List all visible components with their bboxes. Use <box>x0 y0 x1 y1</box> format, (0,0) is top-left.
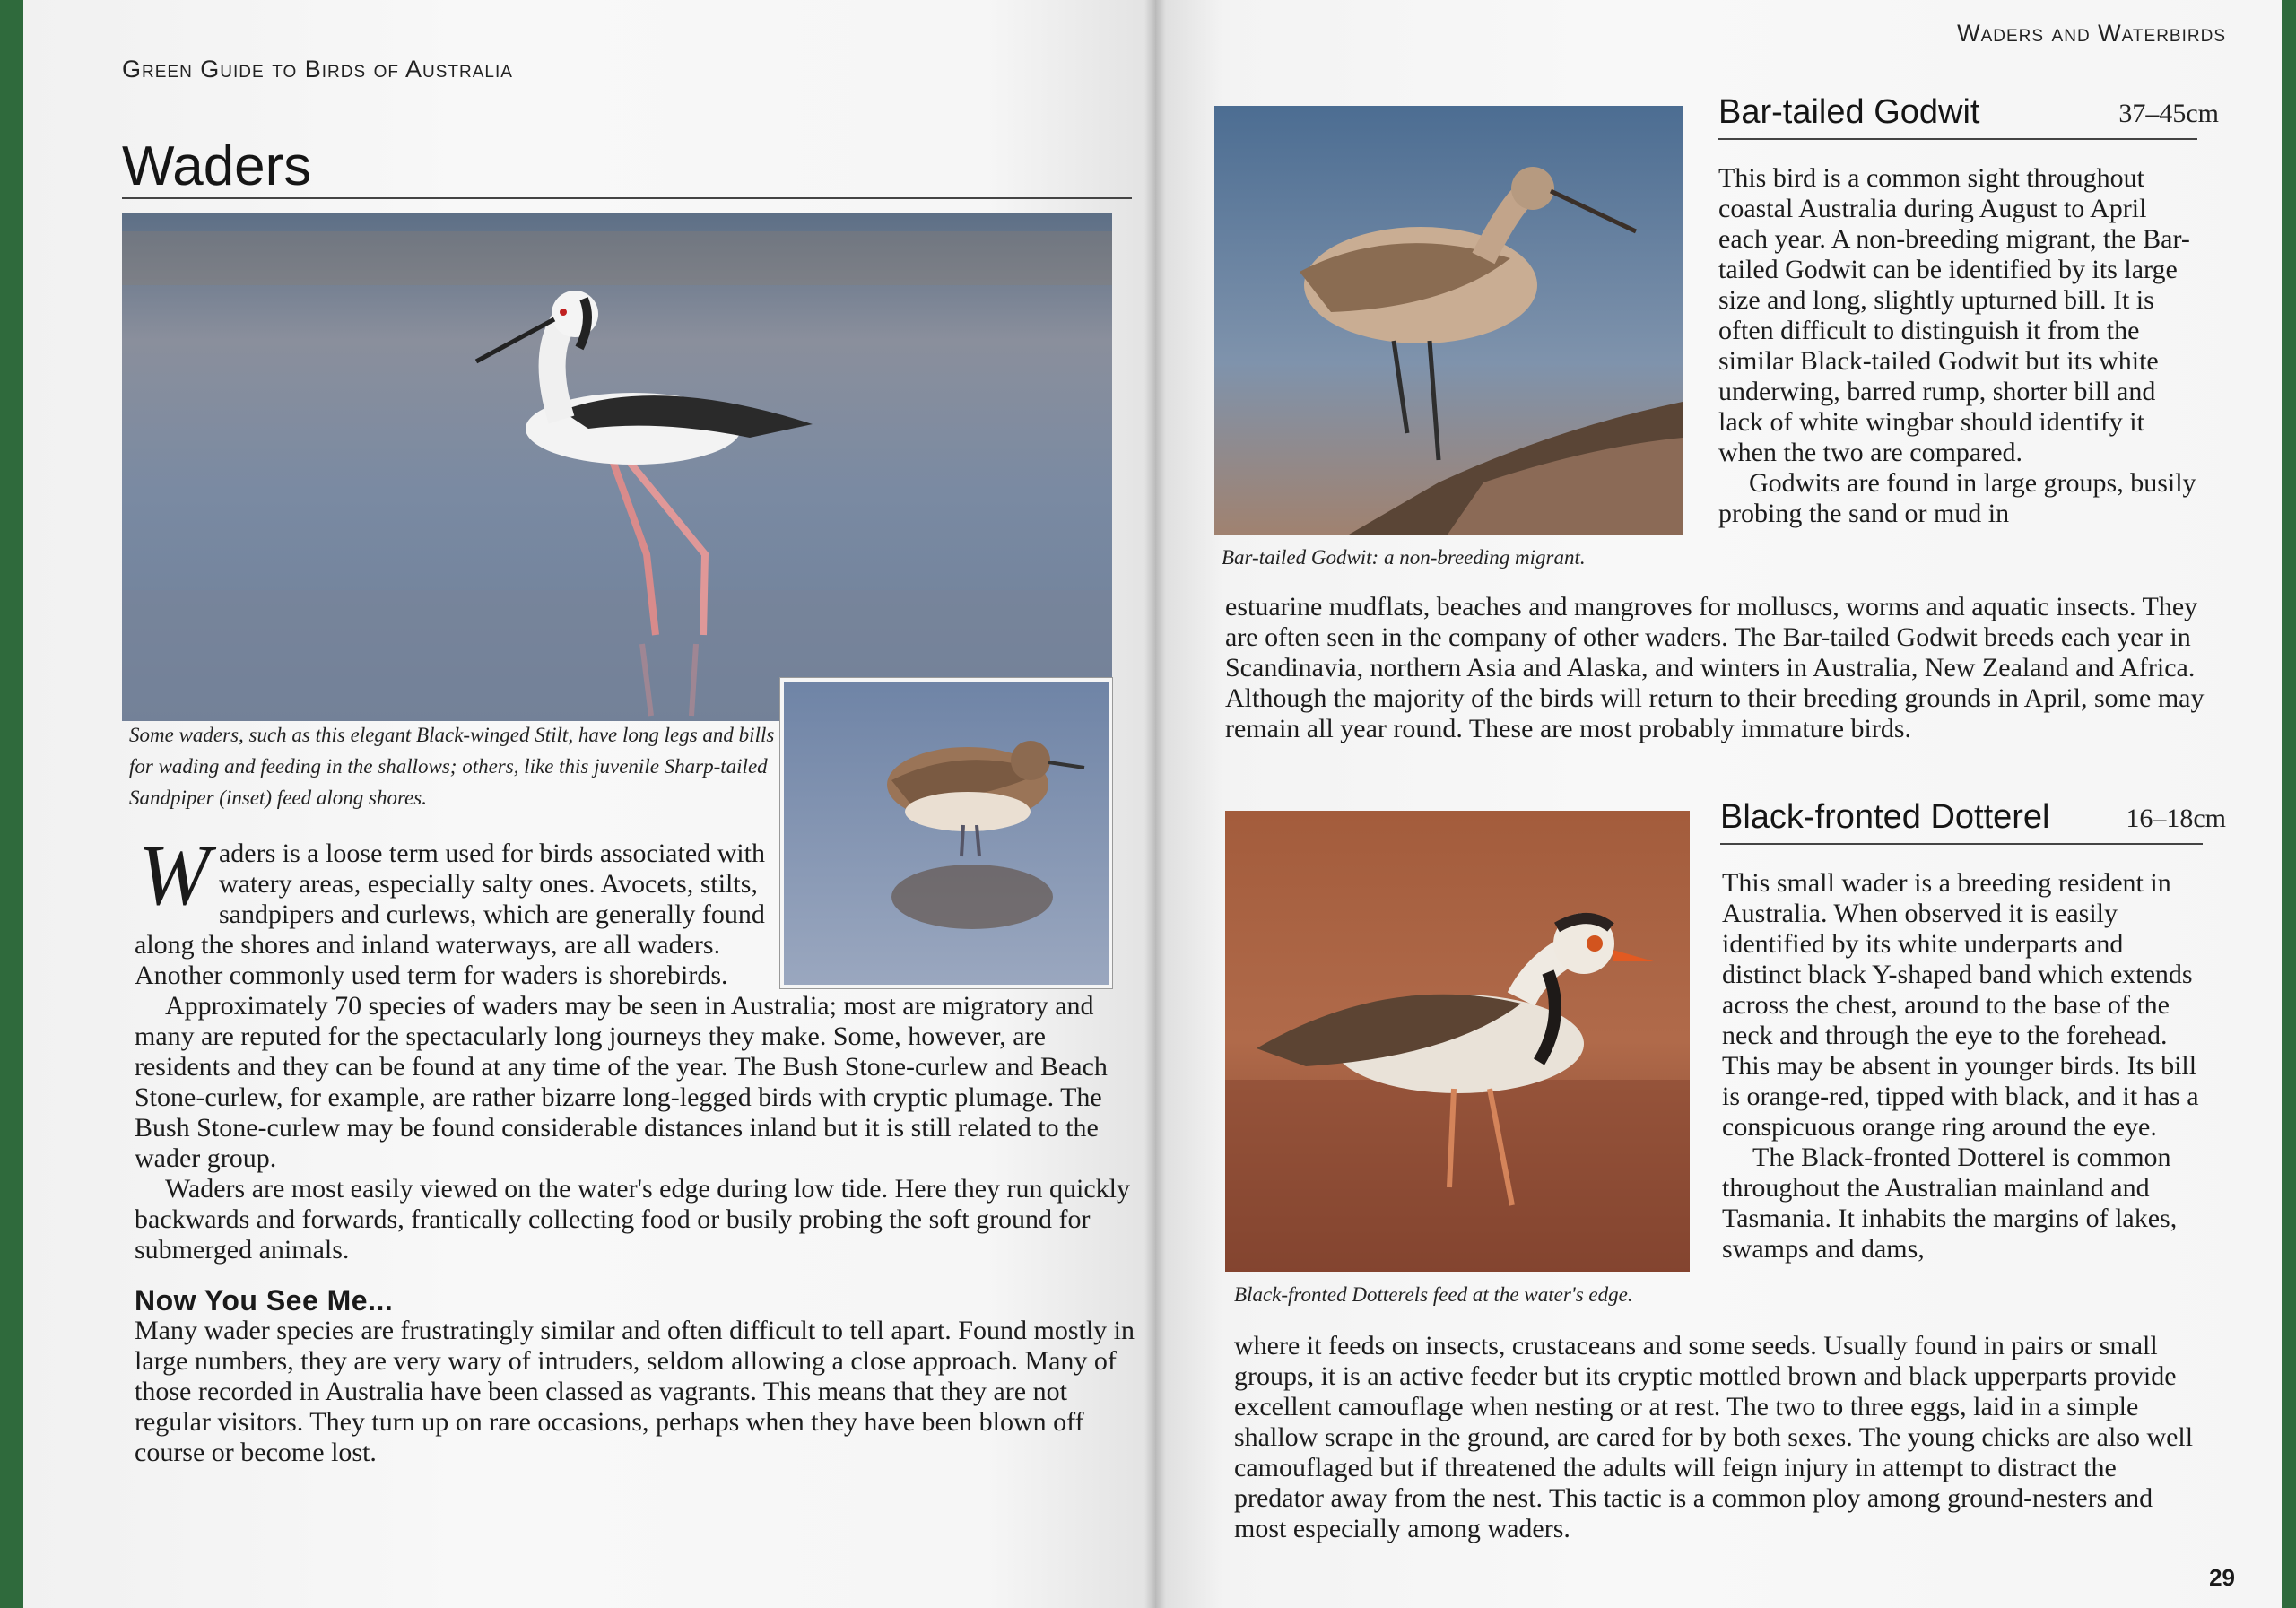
dotterel-paragraph-2b: where it feeds on insects, crustaceans and some seeds. Usually found in pairs or small groups, it is an active feeder but its cryptic mottled brown and black upperparts provide excellent camouflage when nesting or at rest. The two to three eggs, laid in a simple shallow scrape in the ground, are cared for by both sexes. The young chicks are also well camouflaged but if threatened the adults will feign injury in attempt to distract the predator away from the nest. This tactic is a common ploy among ground-nesters and most especially among waders. <box>1234 1331 2194 1543</box>
godwit-text-column <box>1718 163 2197 529</box>
running-head-left: Green Guide to Birds of Australia <box>122 56 513 83</box>
godwit-heading: Bar-tailed Godwit <box>1718 93 1980 131</box>
left-page <box>23 0 1155 1608</box>
dotterel-text-column <box>1722 868 2201 1265</box>
godwit-text-wide <box>1225 592 2212 744</box>
paragraph-approximately-70: Approximately 70 species of waders may be seen in Australia; most are migratory and many are reputed for the spectacularly long journeys they make. Some, however, are residents and they can be found at any time of the year. The Bush Stone-curlew and Beach Stone-curlew, for example, are rather bizarre long-legged birds with cryptic plumage. The Bush Stone-curlew may be found considerable distances inland but it is still related to the wader group. <box>135 991 1108 1173</box>
right-page <box>1155 0 2282 1608</box>
page-number: 29 <box>2209 1564 2235 1591</box>
dotterel-text-wide <box>1234 1331 2212 1544</box>
black-winged-stilt-photo <box>122 213 1112 721</box>
section-title-rule <box>122 197 1132 199</box>
main-photo-caption: Some waders, such as this elegant Black-winged Stilt, have long legs and bills for wading and feeding in the shallows; others, like this juvenile Sharp-tailed Sandpiper (inset) feed along shores. <box>129 724 775 809</box>
subheading-now-you-see-me: Now You See Me... <box>135 1284 394 1317</box>
drop-cap: W <box>138 827 210 923</box>
godwit-paragraph-1: This bird is a common sight throughout coastal Australia during August to April each year. A non-breeding migrant, the Bar-tailed Godwit can be identified by its large size and long, slightly upturned bill. It is often difficult to distinguish it from the similar Black-tailed Godwit but its white underwing, barred rump, shorter bill and lack of white wingbar should identify it when the two are compared. <box>1718 163 2190 467</box>
godwit-caption: Bar-tailed Godwit: a non-breeding migrant. <box>1222 546 1586 569</box>
dotterel-size: 16–18cm <box>2126 804 2226 833</box>
section-title: Waders <box>122 135 312 197</box>
dotterel-paragraph-1: This small wader is a breeding resident in Australia. When observed it is easily identified by its white underparts and distinct black Y-shaped band which extends across the chest, around to the base of the neck and through the eye to the forehead. This may be absent in younger birds. Its bill is orange-red, tipped with black, and it has a conspicuous orange ring around the eye. <box>1722 868 2199 1142</box>
dotterel-caption: Black-fronted Dotterels feed at the water's edge. <box>1234 1283 1633 1306</box>
godwit-size: 37–45cm <box>2118 99 2219 128</box>
paragraph-viewing-waders: Waders are most easily viewed on the water's edge during low tide. Here they run quickly backwards and forwards, frantically collecting food or busily probing the soft ground for submerged animals. <box>135 1174 1130 1265</box>
intro-paragraph: aders is a loose term used for birds associated with watery areas, especially salty ones. Avocets, stilts, sandpipers and curlews, which are generally found along the shores and inland waterways, are all waders. Another commonly used term for waders is shorebirds. <box>135 839 765 990</box>
bar-tailed-godwit-photo <box>1214 106 1683 535</box>
dotterel-paragraph-2a: The Black-fronted Dotterel is common throughout the Australian mainland and Tasmania. It inhabits the margins of lakes, swamps and dams, <box>1722 1143 2178 1264</box>
godwit-heading-rule <box>1718 138 2197 140</box>
dotterel-heading: Black-fronted Dotterel <box>1720 798 2050 836</box>
left-body-text <box>135 827 1148 1468</box>
paragraph-vagrants: Many wader species are frustratingly similar and often difficult to tell apart. Found mostly in large numbers, they are very wary of intruders, seldom allowing a close approach. Many of those recorded in Australia have been classed as vagrants. This means that they are not regular visitors. They turn up on rare occasions, perhaps when they have been blown off course or become lost. <box>135 1316 1135 1467</box>
black-fronted-dotterel-photo <box>1225 811 1690 1272</box>
book-gutter <box>1144 0 1166 1608</box>
dotterel-heading-rule <box>1720 843 2203 845</box>
running-head-right: Waders and Waterbirds <box>1957 20 2226 47</box>
godwit-paragraph-2a: Godwits are found in large groups, busily probing the sand or mud in <box>1718 468 2196 528</box>
godwit-paragraph-2b: estuarine mudflats, beaches and mangroves for molluscs, worms and aquatic insects. They are often seen in the company of other waders. The Bar-tailed Godwit breeds each year in Scandinavia, northern Asia and Alaska, and winters in Australia, New Zealand and Africa. Although the majority of the birds will return to their breeding grounds in April, some may remain all year round. These are most probably immature birds. <box>1225 592 2205 743</box>
